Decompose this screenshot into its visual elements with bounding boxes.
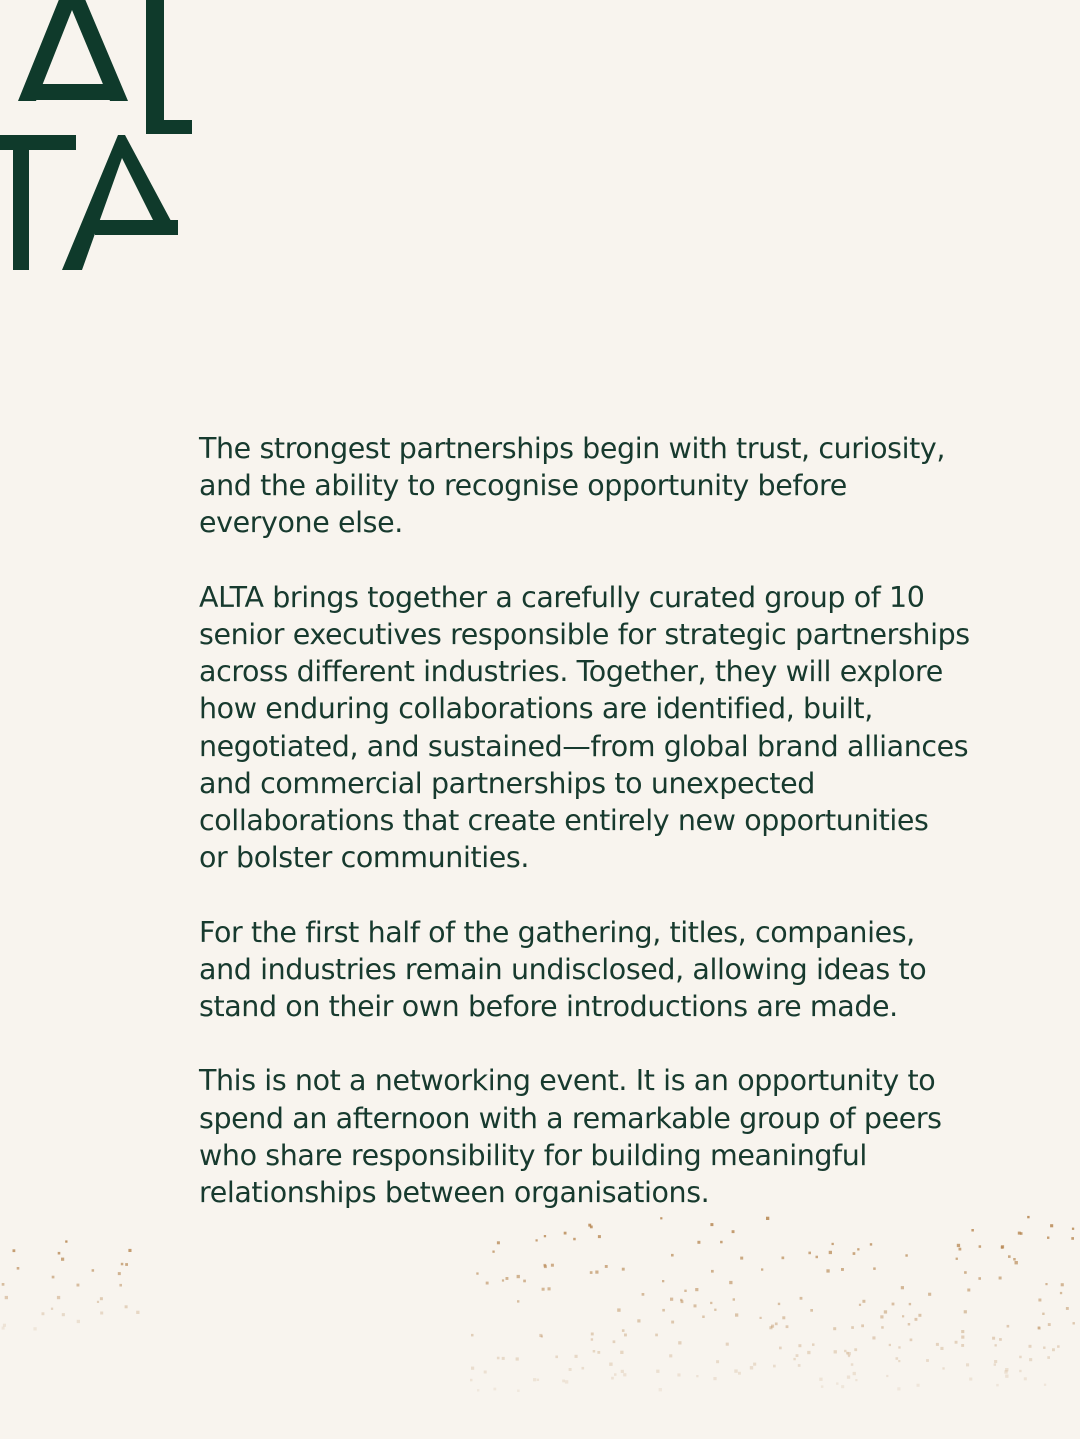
- paragraph-4: This is not a networking event. It is an opportunity to spend an afternoon with a remarkable group of peers who share responsibility for building meaningful relationships between organisations.: [199, 1064, 942, 1210]
- decorative-dot-pattern: [0, 1200, 1080, 1439]
- dot-pattern-graphic: [0, 1200, 1080, 1439]
- intro-copy: [199, 430, 999, 1248]
- alta-logo: [0, 0, 200, 280]
- paragraph-1: The strongest partnerships begin with trust, curiosity, and the ability to recognise opportunity before everyone else.: [199, 432, 946, 540]
- paragraph-3: For the first half of the gathering, titles, companies, and industries remain undisclosed, allowing ideas to stand on their own before introductions are made.: [199, 915, 927, 1024]
- alta-logo-mark: [0, 0, 200, 280]
- paragraph-2: ALTA brings together a carefully curated group of 10 senior executives responsible for strategic partnerships across different industries. Together, they will explore how enduring collaborations are identified, built, negotiated, and sustained—from global brand alliances and commercial partnerships to unexpected collaborations that create entirely new opportunities or bolster communities.: [199, 580, 970, 875]
